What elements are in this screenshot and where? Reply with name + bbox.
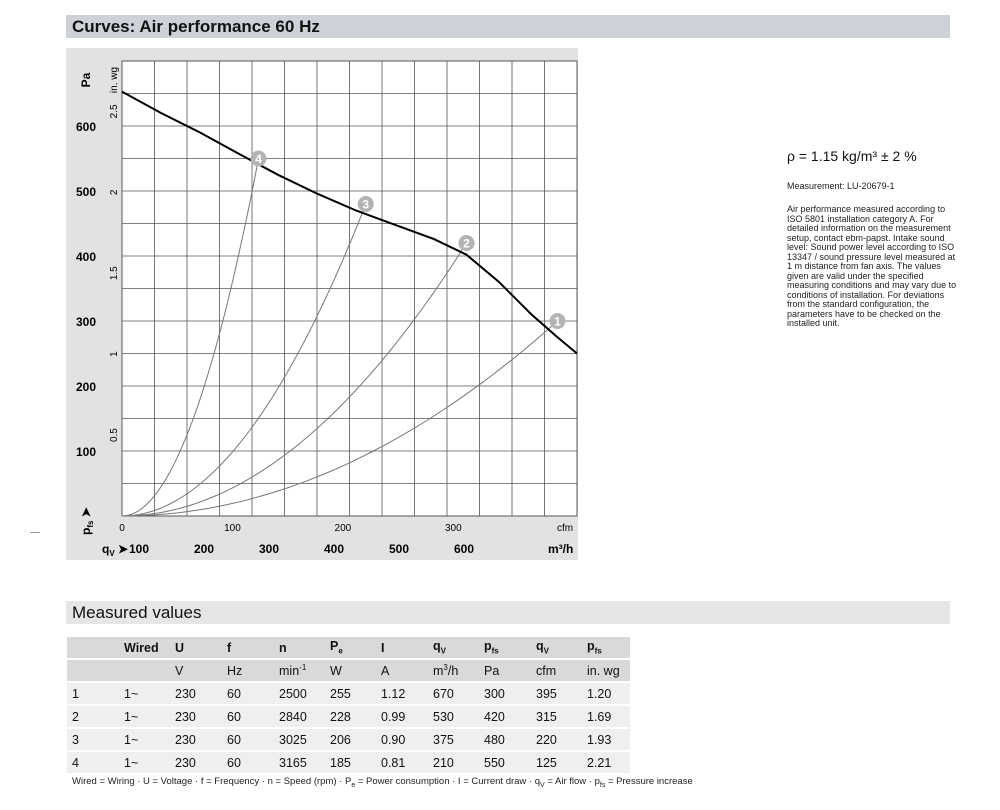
- unit-cell: [67, 659, 119, 682]
- table-cell: 2.21: [582, 751, 630, 774]
- table-cell: 480: [479, 728, 531, 751]
- table-cell: 1~: [119, 751, 170, 774]
- x-top-tick-label: 100: [224, 523, 241, 534]
- legend-text-3: = Air flow · p: [544, 776, 600, 787]
- header-cell: f: [222, 637, 274, 659]
- table-cell: 1.20: [582, 682, 630, 705]
- measurement-description: Air performance measured according to ISO 5801 installation category A. For detailed information on the measurement setup, contact ebm-papst. Intake sound level: Sound power level according to ISO 13347 / sound pressure level measured at 1 m distance from fan axis. The values given are valid under the specified measuring conditions and may vary due to conditions of installation. For deviations from the standard configuration, the parameters have to be checked on the installed unit.: [787, 204, 957, 328]
- x-bottom-tick-label: 400: [323, 542, 345, 556]
- table-units-row: [67, 659, 630, 682]
- table-cell: 206: [325, 728, 376, 751]
- measurement-id: Measurement: LU-20679-1: [787, 181, 895, 191]
- table-cell: 60: [222, 728, 274, 751]
- x-bottom-tick-label: 100: [128, 542, 150, 556]
- table-cell: 0.81: [376, 751, 428, 774]
- table-cell: 1~: [119, 705, 170, 728]
- header-cell: [67, 637, 119, 659]
- y2-tick-label: 2.5: [109, 104, 120, 119]
- table-cell: 2: [67, 705, 119, 728]
- header-cell: $p_{fs}$: [479, 637, 531, 659]
- x-bottom-tick-label: 300: [258, 542, 280, 556]
- table-cell: 2840: [274, 705, 325, 728]
- legend-text-4: = Pressure increase: [605, 776, 693, 787]
- edge-dash: [30, 532, 40, 533]
- unit-cell: $\min^{-1}$: [274, 659, 325, 682]
- header-cell: $q_V$: [428, 637, 479, 659]
- y-tick-label: 600: [75, 120, 96, 134]
- x-bottom-tick-label: 600: [453, 542, 475, 556]
- table-cell: 60: [222, 751, 274, 774]
- y2-tick-label: 2: [109, 189, 120, 196]
- table-cell: 185: [325, 751, 376, 774]
- unit-cell: in. wg: [582, 659, 630, 682]
- unit-cell: Pa: [479, 659, 531, 682]
- table-cell: 230: [170, 682, 222, 705]
- operating-point-label-2: 2: [463, 236, 470, 251]
- table-cell: 125: [531, 751, 582, 774]
- table-cell: 0.99: [376, 705, 428, 728]
- y-tick-label: 100: [75, 445, 96, 459]
- header-cell: Wired: [119, 637, 170, 659]
- table-cell: 1: [67, 682, 119, 705]
- table-cell: 550: [479, 751, 531, 774]
- operating-point-label-4: 4: [255, 152, 262, 166]
- measured-section-title: [66, 601, 950, 624]
- x-bottom-tick-label: 200: [193, 542, 215, 556]
- table-row: [67, 728, 630, 751]
- table-cell: 220: [531, 728, 582, 751]
- table-cell: 375: [428, 728, 479, 751]
- table-cell: 420: [479, 705, 531, 728]
- y-axis-inwg-label: in. wg: [109, 66, 120, 94]
- table-cell: 1~: [119, 728, 170, 751]
- table-row: [67, 751, 630, 774]
- unit-cell: Hz: [222, 659, 274, 682]
- table-cell: 300: [479, 682, 531, 705]
- table-cell: 3025: [274, 728, 325, 751]
- page-title: Curves: Air performance 60 Hz: [72, 17, 320, 36]
- x-axis-m3h-label: m³/h: [548, 542, 574, 556]
- y-tick-label: 200: [75, 380, 96, 394]
- legend-text-2: = Power consumption · I = Current draw · q: [355, 776, 541, 787]
- y2-tick-label: 1: [109, 351, 120, 357]
- table-cell: 3: [67, 728, 119, 751]
- table-cell: 230: [170, 705, 222, 728]
- table-cell: 315: [531, 705, 582, 728]
- table-cell: 395: [531, 682, 582, 705]
- legend-sub-1: e: [351, 781, 356, 789]
- table-cell: 530: [428, 705, 479, 728]
- table-cell: 2500: [274, 682, 325, 705]
- unit-cell: $m^3/h$: [428, 659, 479, 682]
- table-cell: 255: [325, 682, 376, 705]
- y-tick-label: 300: [75, 315, 96, 329]
- table-cell: 228: [325, 705, 376, 728]
- y-axis-pfs-label: $p_{fs}$ ➤: [79, 507, 95, 535]
- y-tick-label: 400: [75, 250, 96, 264]
- table-cell: 1.69: [582, 705, 630, 728]
- table-cell: 60: [222, 705, 274, 728]
- table-cell: 4: [67, 751, 119, 774]
- header-cell: $q_V$: [531, 637, 582, 659]
- header-cell: n: [274, 637, 325, 659]
- table-cell: 0.90: [376, 728, 428, 751]
- header-cell: I: [376, 637, 428, 659]
- y-axis-label: Pa: [79, 72, 93, 88]
- x-top-tick-label: 200: [334, 523, 352, 534]
- table-cell: 1~: [119, 682, 170, 705]
- table-cell: 670: [428, 682, 479, 705]
- table-cell: 1.12: [376, 682, 428, 705]
- table-header-row: [67, 637, 630, 659]
- legend-text-1: Wired = Wiring · U = Voltage · f = Frequency · n = Speed (rpm) · P: [72, 776, 352, 787]
- table-cell: 230: [170, 751, 222, 774]
- y2-tick-label: 1.5: [109, 266, 120, 281]
- operating-point-label-3: 3: [362, 197, 370, 212]
- x-bottom-tick-label: 500: [388, 542, 410, 556]
- x-axis-cfm-label: cfm: [557, 523, 574, 534]
- y-tick-label: 500: [75, 185, 96, 199]
- measured-values-table: [67, 637, 630, 775]
- measured-title: Measured values: [72, 603, 202, 622]
- unit-cell: W: [325, 659, 376, 682]
- table-row: [67, 682, 630, 705]
- x-top-tick-label: 0: [119, 523, 125, 534]
- header-cell: $p_{fs}$: [582, 637, 630, 659]
- table-cell: 210: [428, 751, 479, 774]
- unit-cell: cfm: [531, 659, 582, 682]
- table-cell: 3165: [274, 751, 325, 774]
- legend-sub-3: fs: [599, 781, 606, 789]
- y2-tick-label: 0.5: [109, 428, 120, 443]
- header-cell: U: [170, 637, 222, 659]
- table-cell: 60: [222, 682, 274, 705]
- table-cell: 1.93: [582, 728, 630, 751]
- header-cell: $P_e$: [325, 637, 376, 659]
- air-density: ρ = 1.15 kg/m³ ± 2 %: [787, 148, 917, 164]
- unit-cell: V: [170, 659, 222, 682]
- unit-cell: A: [376, 659, 428, 682]
- legend-sub-2: V: [540, 781, 545, 789]
- unit-cell: [119, 659, 170, 682]
- table-row: [67, 705, 630, 728]
- x-axis-qv-label: $q_V$ ➤: [102, 542, 129, 558]
- table-legend: [72, 776, 693, 789]
- table-cell: 230: [170, 728, 222, 751]
- x-top-tick-label: 300: [444, 523, 462, 534]
- operating-point-label-1: 1: [554, 314, 561, 329]
